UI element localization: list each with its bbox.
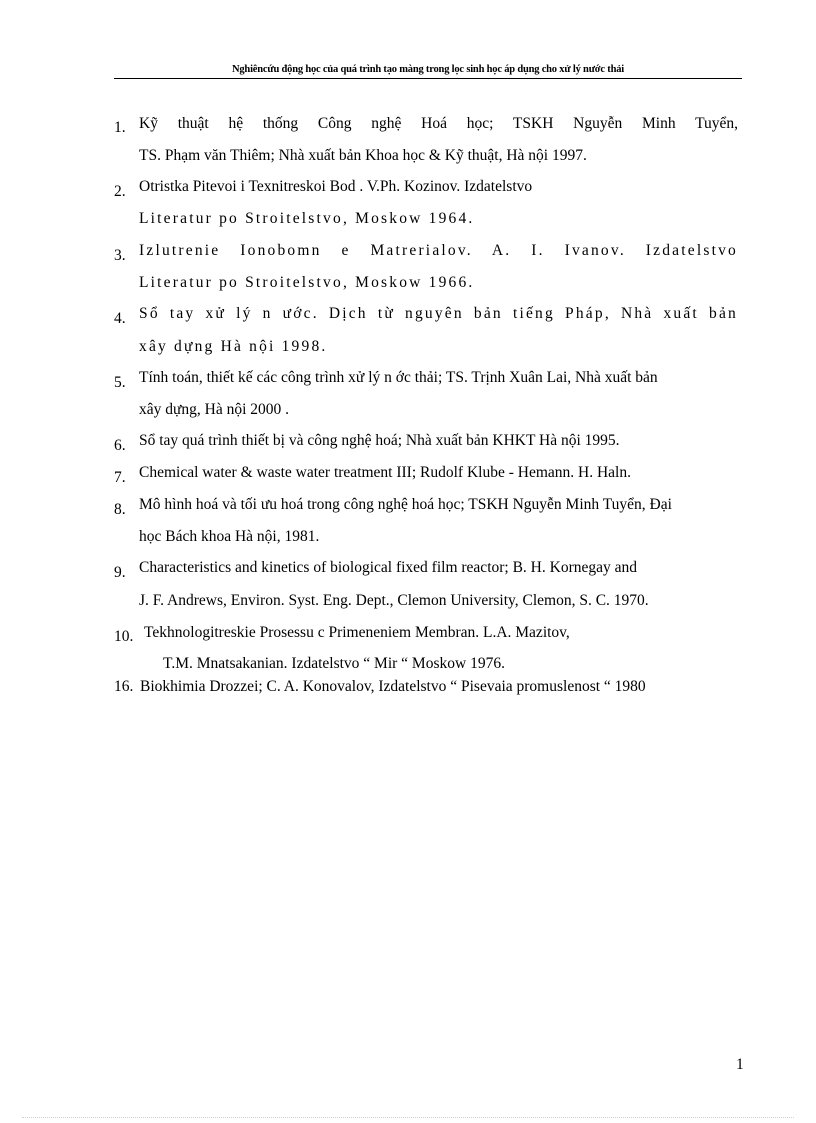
reference-line: T.M. Mnatsakanian. Izdatelstvo “ Mir “ Moskow 1976.	[163, 655, 505, 672]
reference-line: Sổ tay quá trình thiết bị và công nghệ hoá; Nhà xuất bản KHKT Hà nội 1995.	[139, 432, 620, 449]
page-number: 1	[736, 1056, 744, 1073]
reference-line: Biokhimia Drozzei; C. A. Konovalov, Izdatelstvo “ Pisevaia promuslenost “ 1980	[140, 678, 646, 695]
reference-number: 6.	[114, 437, 126, 454]
reference-number: 3.	[114, 247, 126, 264]
reference-number: 2.	[114, 183, 126, 200]
page-bottom-rule	[22, 1117, 794, 1118]
reference-number: 16.	[114, 678, 134, 695]
reference-line: TS. Phạm văn Thiêm; Nhà xuất bản Khoa học & Kỹ thuật, Hà nội 1997.	[139, 147, 587, 164]
reference-line: Tekhnologitreskie Prosessu c Primeneniem Membran. L.A. Mazitov,	[144, 624, 570, 641]
reference-number: 8.	[114, 501, 126, 518]
reference-line: xây dựng, Hà nội 2000 .	[139, 401, 290, 418]
reference-number: 10.	[114, 628, 134, 645]
reference-line: xây dựng Hà nội 1998.	[139, 338, 328, 355]
reference-line: Mô hình hoá và tối ưu hoá trong công nghệ hoá học; TSKH Nguyễn Minh Tuyển, Đại	[139, 496, 672, 513]
reference-line: Sổ tay xử lý n ước. Dịch từ nguyên bản tiếng Pháp, Nhà xuất bản	[139, 305, 738, 322]
reference-number: 5.	[114, 374, 126, 391]
reference-line: Tính toán, thiết kế các công trình xử lý n ớc thải; TS. Trịnh Xuân Lai, Nhà xuất bản	[139, 369, 658, 386]
reference-number: 9.	[114, 564, 126, 581]
reference-number: 4.	[114, 310, 126, 327]
reference-line: Chemical water & waste water treatment III; Rudolf Klube - Hemann. H. Haln.	[139, 464, 631, 481]
reference-number: 1.	[114, 119, 126, 136]
reference-number: 7.	[114, 469, 126, 486]
reference-line: Literatur po Stroitelstvo, Moskow 1964.	[139, 210, 475, 227]
header-rule	[114, 78, 742, 79]
reference-line: Characteristics and kinetics of biological fixed film reactor; B. H. Kornegay and	[139, 559, 637, 576]
reference-line: Otristka Pitevoi i Texnitreskoi Bod . V.Ph. Kozinov. Izdatelstvo	[139, 178, 533, 195]
reference-line: Izlutrenie Ionobomn e Matrerialov. A. I. Ivanov. Izdatelstvo	[139, 242, 738, 259]
reference-line: J. F. Andrews, Environ. Syst. Eng. Dept., Clemon University, Clemon, S. C. 1970.	[139, 592, 649, 609]
running-header: Nghiêncứu động học của quá trình tạo màng trong lọc sinh học áp dụng cho xử lý nước thải	[232, 64, 624, 75]
reference-line: học Bách khoa Hà nội, 1981.	[139, 528, 320, 545]
reference-line: Kỹ thuật hệ thống Công nghệ Hoá học; TSKH Nguyễn Minh Tuyển,	[139, 115, 738, 132]
reference-line: Literatur po Stroitelstvo, Moskow 1966.	[139, 274, 475, 291]
